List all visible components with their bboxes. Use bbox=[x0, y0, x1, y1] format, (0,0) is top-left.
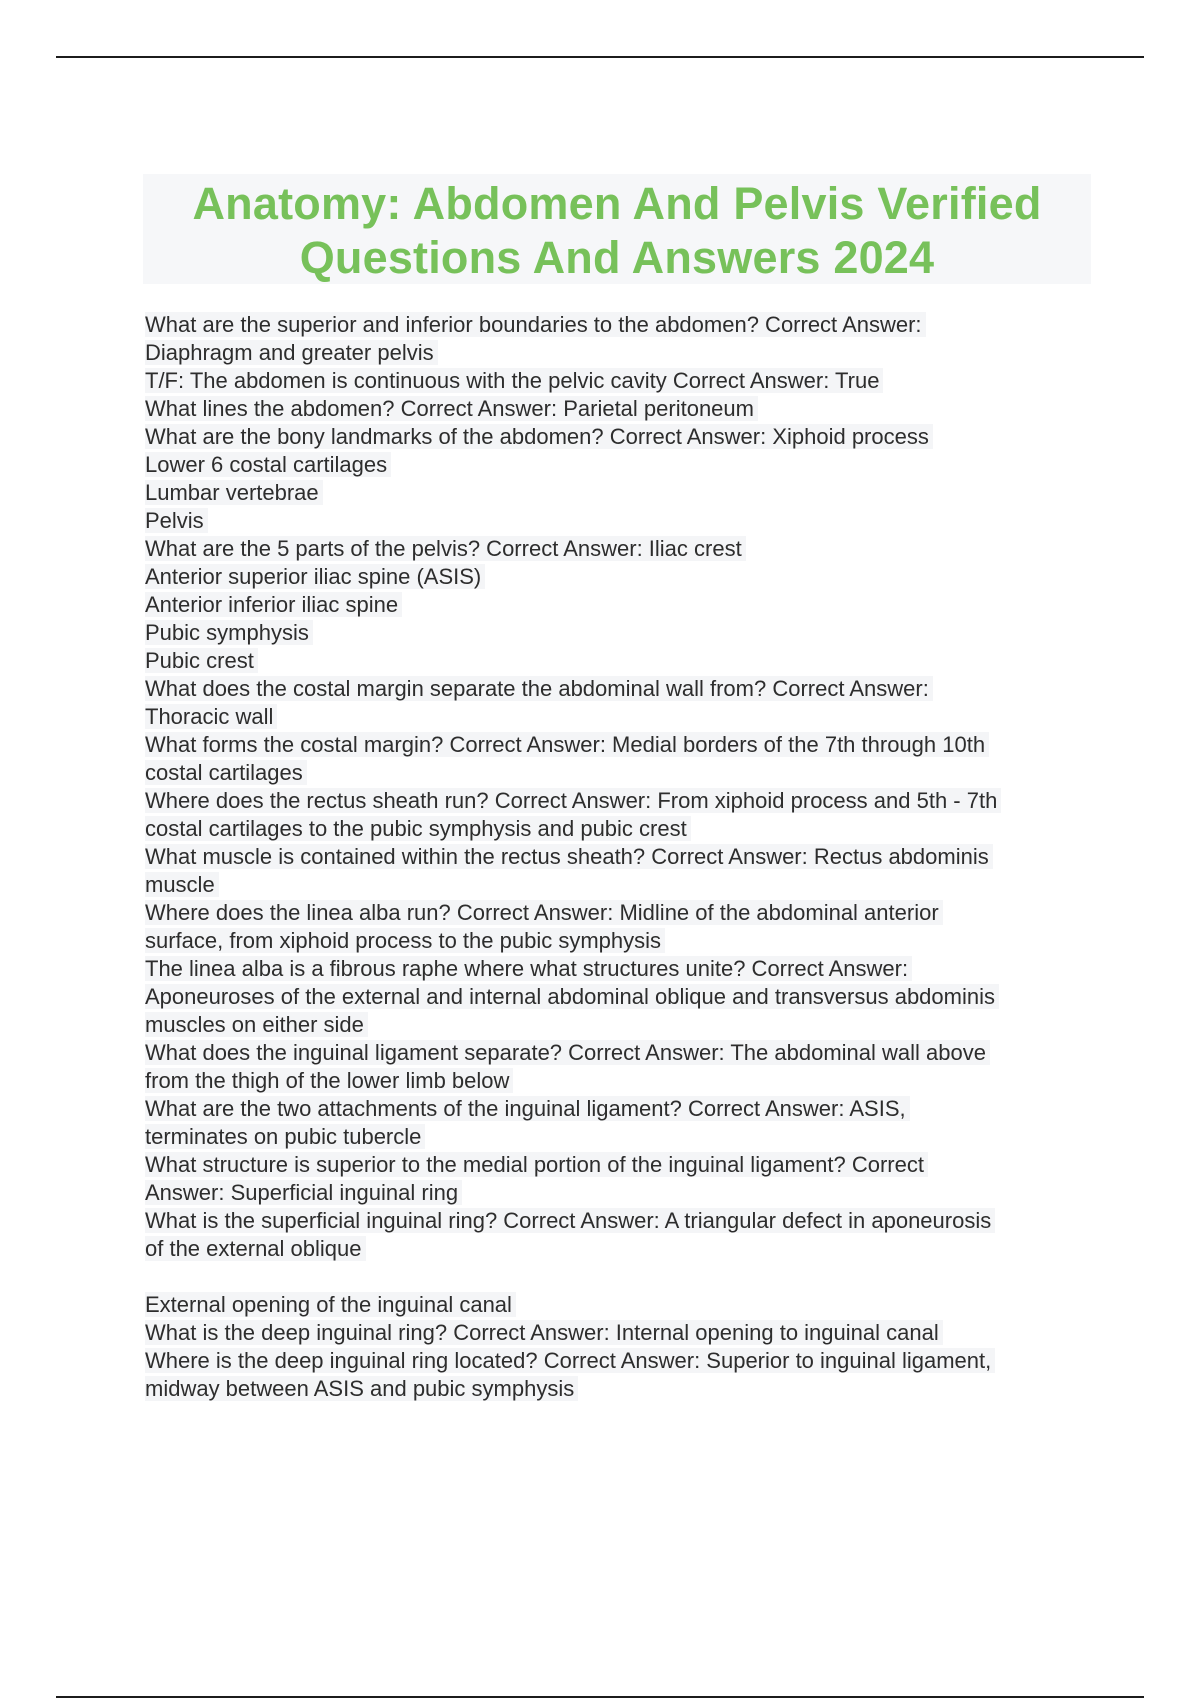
qa-line bbox=[145, 927, 1095, 955]
qa-line-text: muscles on either side bbox=[145, 1012, 368, 1037]
qa-line bbox=[145, 619, 1095, 647]
qa-line-text: What is the superficial inguinal ring? Correct Answer: A triangular defect in aponeurosis bbox=[145, 1208, 995, 1233]
qa-line bbox=[145, 899, 1095, 927]
qa-line bbox=[145, 703, 1095, 731]
qa-line bbox=[145, 1039, 1095, 1067]
qa-line-text: surface, from xiphoid process to the pubic symphysis bbox=[145, 928, 665, 953]
qa-line bbox=[145, 675, 1095, 703]
qa-line bbox=[145, 479, 1095, 507]
qa-line-text: What does the costal margin separate the abdominal wall from? Correct Answer: bbox=[145, 676, 933, 701]
qa-line bbox=[145, 535, 1095, 563]
qa-line bbox=[145, 983, 1095, 1011]
qa-line-text: Pubic symphysis bbox=[145, 620, 313, 645]
qa-line-text: terminates on pubic tubercle bbox=[145, 1124, 425, 1149]
qa-line bbox=[145, 311, 1095, 339]
qa-line bbox=[145, 507, 1095, 535]
qa-line-text: What lines the abdomen? Correct Answer: Parietal peritoneum bbox=[145, 396, 758, 421]
qa-line-text: costal cartilages bbox=[145, 760, 307, 785]
qa-line-text: Pubic crest bbox=[145, 648, 258, 673]
qa-line bbox=[145, 1123, 1095, 1151]
qa-line-text: T/F: The abdomen is continuous with the pelvic cavity Correct Answer: True bbox=[145, 368, 883, 393]
qa-line bbox=[145, 1375, 1095, 1403]
qa-line bbox=[145, 759, 1095, 787]
qa-line-text: What are the 5 parts of the pelvis? Correct Answer: Iliac crest bbox=[145, 536, 746, 561]
qa-line-text: Where does the rectus sheath run? Correct Answer: From xiphoid process and 5th - 7th bbox=[145, 788, 1001, 813]
qa-line-text: costal cartilages to the pubic symphysis and pubic crest bbox=[145, 816, 691, 841]
qa-line-text: muscle bbox=[145, 872, 219, 897]
title-banner bbox=[143, 174, 1091, 284]
qa-line-text: Lumbar vertebrae bbox=[145, 480, 323, 505]
qa-line bbox=[145, 1067, 1095, 1095]
qa-line bbox=[145, 1347, 1095, 1375]
qa-line-text: Anterior superior iliac spine (ASIS) bbox=[145, 564, 485, 589]
qa-line bbox=[145, 591, 1095, 619]
qa-line bbox=[145, 787, 1095, 815]
qa-line-text: Anterior inferior iliac spine bbox=[145, 592, 402, 617]
qa-line-text: What does the inguinal ligament separate? Correct Answer: The abdominal wall above bbox=[145, 1040, 990, 1065]
qa-line-text: External opening of the inguinal canal bbox=[145, 1292, 516, 1317]
qa-line bbox=[145, 1151, 1095, 1179]
qa-line-text: What is the deep inguinal ring? Correct Answer: Internal opening to inguinal canal bbox=[145, 1320, 943, 1345]
qa-line bbox=[145, 367, 1095, 395]
qa-line bbox=[145, 1207, 1095, 1235]
qa-line-text: What forms the costal margin? Correct Answer: Medial borders of the 7th through 10th bbox=[145, 732, 989, 757]
qa-line-text: Where does the linea alba run? Correct Answer: Midline of the abdominal anterior bbox=[145, 900, 943, 925]
qa-line bbox=[145, 395, 1095, 423]
qa-line bbox=[145, 339, 1095, 367]
document-title bbox=[143, 174, 1091, 285]
top-rule bbox=[56, 56, 1144, 58]
qa-line-text: The linea alba is a fibrous raphe where what structures unite? Correct Answer: bbox=[145, 956, 912, 981]
qa-line bbox=[145, 423, 1095, 451]
qa-line-text: What muscle is contained within the rectus sheath? Correct Answer: Rectus abdominis bbox=[145, 844, 993, 869]
qa-line-text: What are the two attachments of the inguinal ligament? Correct Answer: ASIS, bbox=[145, 1096, 910, 1121]
qa-line bbox=[145, 1011, 1095, 1039]
qa-body bbox=[145, 311, 1095, 1403]
qa-line bbox=[145, 451, 1095, 479]
qa-line-text: from the thigh of the lower limb below bbox=[145, 1068, 513, 1093]
qa-line-text: Diaphragm and greater pelvis bbox=[145, 340, 438, 365]
qa-line bbox=[145, 563, 1095, 591]
qa-line-text: What are the superior and inferior boundaries to the abdomen? Correct Answer: bbox=[145, 312, 926, 337]
qa-line bbox=[145, 731, 1095, 759]
qa-line bbox=[145, 1319, 1095, 1347]
title-line-2: Questions And Answers 2024 bbox=[299, 232, 935, 283]
qa-line bbox=[145, 843, 1095, 871]
qa-line-text: Where is the deep inguinal ring located? Correct Answer: Superior to inguinal ligament, bbox=[145, 1348, 995, 1373]
blank-line bbox=[145, 1263, 1095, 1291]
qa-line-text: Answer: Superficial inguinal ring bbox=[145, 1180, 462, 1205]
qa-line bbox=[145, 647, 1095, 675]
qa-line bbox=[145, 1291, 1095, 1319]
qa-line bbox=[145, 955, 1095, 983]
qa-line bbox=[145, 815, 1095, 843]
qa-line-text: Pelvis bbox=[145, 508, 208, 533]
bottom-rule bbox=[56, 1696, 1144, 1698]
title-line-1: Anatomy: Abdomen And Pelvis Verified bbox=[192, 178, 1042, 229]
qa-line bbox=[145, 1235, 1095, 1263]
qa-line-text: Aponeuroses of the external and internal abdominal oblique and transversus abdominis bbox=[145, 984, 999, 1009]
qa-line-text: midway between ASIS and pubic symphysis bbox=[145, 1376, 578, 1401]
qa-line bbox=[145, 1179, 1095, 1207]
qa-line-text: Thoracic wall bbox=[145, 704, 277, 729]
qa-line-text: Lower 6 costal cartilages bbox=[145, 452, 391, 477]
qa-line-text: What are the bony landmarks of the abdomen? Correct Answer: Xiphoid process bbox=[145, 424, 933, 449]
qa-line bbox=[145, 871, 1095, 899]
qa-line bbox=[145, 1095, 1095, 1123]
qa-line-text: What structure is superior to the medial portion of the inguinal ligament? Correct bbox=[145, 1152, 928, 1177]
qa-line-text: of the external oblique bbox=[145, 1236, 366, 1261]
